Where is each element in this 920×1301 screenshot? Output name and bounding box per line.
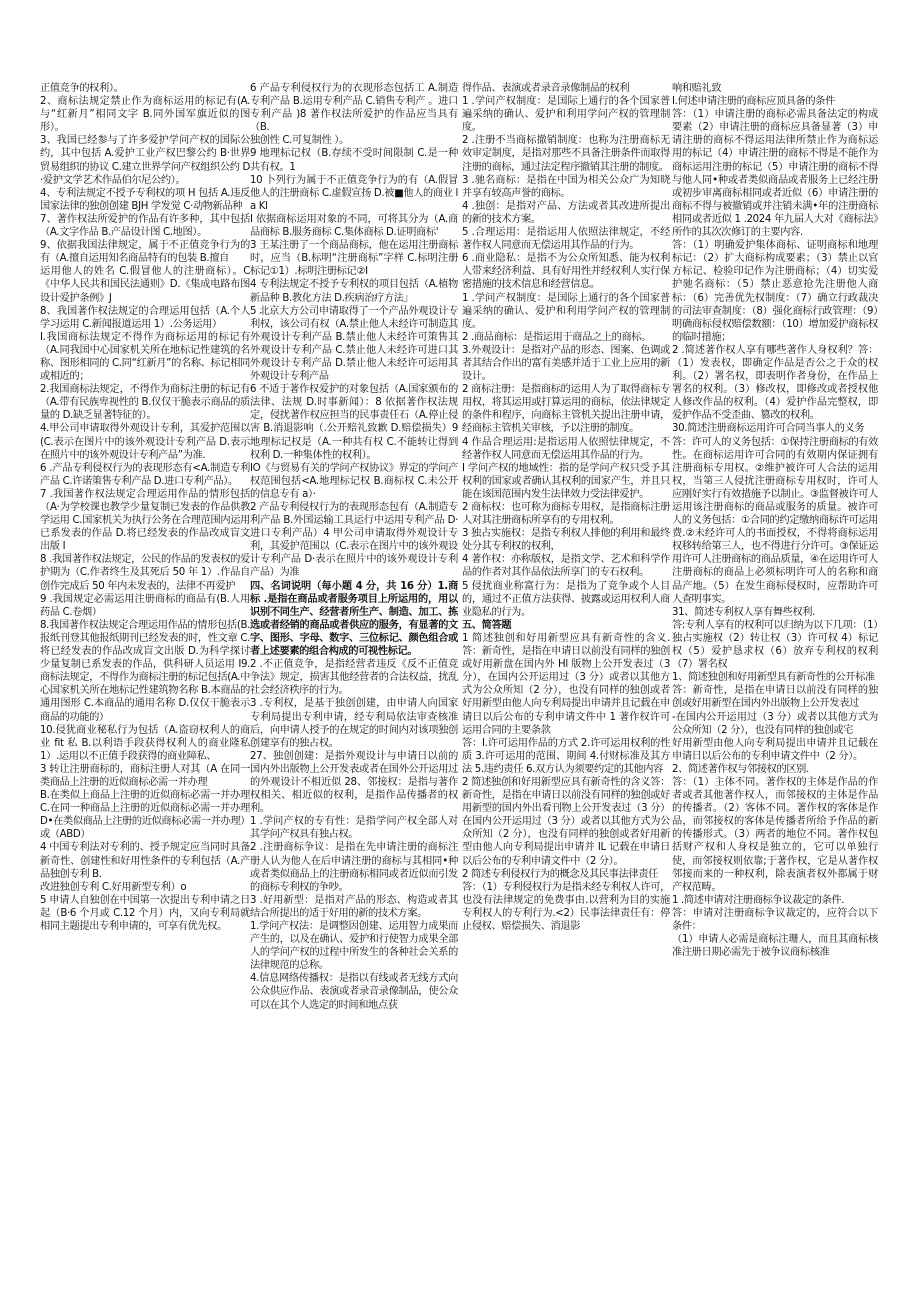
paragraph: 1.学问产权法：是调整因创建、运用智力成果而产生的，以及在确认、爱护和行使智力成果全部人的学问产权的过程中所发生的各种社会关系的法律规范的总称。 (250, 921, 458, 972)
paragraph: 答：（1）主体不同。著作权的主体是作品的作者或者其他著作权人，而邻接权的主体是作品的传播者。（2）客体不同。著作权的客体是作品，而邻接权的客体是传播者所给予作品的新的传播形式。（3）两者的地位不同。著作权包括财产权和人身权是独立的，它可以单独行使，而邻接权则依靠;于著作权，它是从著作权邻接而来的一种权利，除表演者权外都属于财产权范畴。 (672, 776, 878, 893)
paragraph: 9 .我国规定必需运用注册商标的商品有(B.人用药品 C.卷烟） (40, 593, 250, 618)
paragraph: 4、专利法规定不授予专利权的项 H 包括 A.违反国家法律的独创创建 BJH 学发觉 C·动物新品种 (40, 187, 250, 212)
paragraph: 2 .注册商标争议：是指在先申请注册的商标注册人认为他人在后申请注册的商标与其相同•种或者类似商品上的注册商标相同或者近似而引发的商标专利权的争吵。 (250, 842, 458, 893)
paragraph: 4 专利法规定不授予专利权的项目包括（A.植物新品种 B.教化方法 D.疾病治疗方法」 (250, 279, 458, 304)
paragraph: 1 .学问产权的专有性：是指学问产权全部人对其学问产权具有独占权。 (250, 816, 458, 841)
paragraph: 3 王某注册了一个商品商标，他在运用注册商标时，应当（B.标明“注册商标”字样 C.标明注册标记①1）.标明注册标记②I (250, 240, 458, 278)
paragraph: 8 .我国著作权法规定，公民的作品的发表权的爱护期为（C.作者终生及其死后 50 年 1）.作品自创作完成后 50 年内未发表的，法律不再爱护 (40, 554, 250, 592)
paragraph: 3 独占实施权：是指专利权人排他的利用和最终处分其专利权的权利， (462, 528, 670, 553)
paragraph: 响和赔礼致 (672, 83, 722, 94)
paragraph: -在国内公开运用过（3 分）或者以其他方式为公众所知（2 分），也没有同样的独创或宅 (672, 711, 878, 736)
paragraph: 答：（1）专利侵权行为是指未经专利权人许可，也没有法律规定的免费事由.以营利为目的实施专利权人的专利行为.<2）民事法律责任有：停止侵权、赔偿损失、消退影 (462, 881, 670, 932)
paragraph: 1 .简述申请对注册商标争议裁定的条件. (672, 894, 845, 906)
paragraph: 2 .商品商标：是指运用于商品之上的商标。 (462, 331, 651, 343)
column-3 (462, 82, 670, 1294)
paragraph: 6 产品专利侵权行为的衣现形态包括工 A.制造专利产品 B.运用专利产品 C.销售专利产 。进口专利产品 )8 著作权法所爱护的作品应当具有（B. (250, 83, 458, 134)
paragraph: 答：（1）明确爱护集体商标、证明商标和地理标记：（2）扩大商标构成要素；（3）禁止以官方标记、检验印记作为注册商标；（4）切实爱护驰名商标：（5）禁止恶意抢先注册他人商标：（6）完善优先权制度：（7）确立行政裁决的司法审查制度：（8）强化商标行政管理：（9）明确商标侵权赔偿数额：（10）增加爱护商标权的临时措施； (672, 240, 878, 343)
paragraph: 10.侵犹商业秘私行为包括（A.盗窃权利人的商业 fit 私 B.以利语手段获得权利人的商业隆私 1）.运用以不正值手段获得的商业障私、 (40, 724, 250, 762)
paragraph: 5 .合理运用：是指运用人依照法律规定，不经著作权人同意而无偿运用其作品的行为。 (462, 227, 670, 252)
paragraph: 答：新奇性，是指在申请日以前没有同样的独创或好用新型在国内外出版物上公开发表过 (672, 685, 878, 710)
paragraph: 1 简述独创和好用新型应具有新奇性的含义.答：新奇性，是指在申请日以前没有同样的独创或好用新盘在国内外 Hl 版物上公开发表过（3 分），在国内公开运用过（3 分）或者以其他方式为公众所知（2 分），也没有同样的独创或者好用新型由他人向专利局提出申请并且记载在申请日以后公布的专利申请文件中 1 著作权许可运用合同的主要条款 (462, 632, 670, 736)
paragraph: 五、简答题 (462, 619, 512, 631)
paragraph: 10 卜列行为属于不正值竞争行为的有（A.假冒他人的注册商标 C.虚假宣扬 D.被■他人的商业 la Kl (250, 174, 458, 212)
paragraph: 6 .产品专利侵权行为的表现形态有<A.制造专利产品 C.许诺策售专利产品 D.进口专利产品）。 (40, 462, 250, 487)
paragraph: 2 .不正值竞争，是指经营者违反《反不正值竞争法》规定，损害其他经营者的合法权益，扰乱社会经济秩序的行为。 (250, 659, 458, 697)
paragraph: 9 地理标记权（B.存续不受时间限制 C.是一种共有权。1 (250, 148, 458, 173)
paragraph: 30.简述注册商标运用许可合同当事人的义务 (672, 423, 865, 435)
paragraph: 四、名词说明（每小题 4 分，共 16 分）1.商标 .是指在商品或者服务项目上所运用的，用以识别不同生产、经营者所生产、制造、加工、拣选或者经销的商品或者供应的服务，有显著的文字、图形、字母、数字、三位标记、颜色组合或者上述要素的组合构成的可视性标记。 (250, 580, 458, 658)
paragraph: 4 作品合理运用:是指运用人依照怯律规定，不经著作权人同意而无偿运用其作品的行为。 (462, 436, 670, 461)
column-4 (672, 82, 878, 1294)
paragraph: 8、我国著作权法规定的合理运用包括（A.个人学习运用 C.新闻报道运用 1）.公务运用） (40, 305, 250, 330)
paragraph: 9、依据我国法律规定，属于不正值竞争行为的有（A.擅自运用知名商品特有的包装 B.擅自 (40, 240, 250, 265)
paragraph: 答：（1）申请注册的商标必需具备法定的构成要素（2）申请注册的商标应具备显著（3）申请注册的商标不得运用法律所禁止作为商标运用的标记（4）申请注册的商标不得是不能作为商标运用注册的标记（5）申请注册的商标不得与他人同•种或者类似商品或者服务上已经注册或初步审离商标相同或者近似（6）申请注册的商标不得与被撤销或并注销未满•年的注册商标相同或者近似 1 .2024 年九届人大对《商标法》所作的其次次修订的主要内容. (672, 109, 878, 239)
paragraph: 4.信息网络传播权：是指以有线或者无线方式向公众供应作品、表演或者录音录像制品，使公众可以在其个人选定的时间和地点获 (250, 973, 458, 1011)
column-2 (250, 82, 458, 1294)
paragraph: 2 .注册不当商标撤销制度：也称为注册商标无效审定制度，是指对那些不具备注册条件而取得注册的商标，通过法定程序撤销其注册的制度。 (462, 135, 670, 173)
paragraph: 4 .独创：是指对产品、方法或者其改进所提出的新的技术方案。 (462, 200, 670, 225)
paragraph: 答：I.许可运用作品的方式 2.许可运用权利的性质 3.许可运用的范围、期间 4.付财标准及其方法 5.违约责任 6.双方认为须要约定的其他内容 (462, 737, 670, 775)
paragraph: 3 转让注册商标的，商标注册人对其（A 在同一类商品上注册的近似商标必需一并办理 (40, 763, 250, 788)
paragraph: 独创性 C.可复制性 ）。 (250, 135, 349, 147)
paragraph: 4 中国专利法对专利的、授予规定应当同时具备新奇性、创建性和好用性条件的专利包括（A.产品独创专利 B. (40, 842, 250, 880)
paragraph: 27、独创创建：是指外观设计与申请日以前的国内外出版物上公开发表或者在国外公开运用过的外观设计不相近似 28、邻接权：是指与著作权相关、相近似的权利，是指作品传播者的权利。 (250, 750, 458, 815)
paragraph: 4 著作权：亦称版权，是指文学、艺术和科学作品的作者对其作品依法所享门的专石权利。 (462, 554, 670, 579)
paragraph: 2.我国商标法规定，不得作为商标注册的标记有（A.带有民族卑视性的 B.仅仅干脆表示商品的质量的 D.缺乏显著特征的）。 (40, 384, 250, 422)
paragraph: 好用新型由他人向专利局提出申请并且记载在申请日以后公布的专利申请文件中（2 分）。 (672, 737, 878, 762)
paragraph: 6 .商业隐私：是指不为公众所知悉、能为权利人带来经济利益、具有好用性并经权利人实行保密措施的技术信息和经营信息。 (462, 253, 670, 291)
paragraph: 1 .学问产权制度：是国际上通行的各个国家普遍采纳的确认、爱护和利用学问产权的管理制度。 (462, 292, 670, 330)
paragraph: 5 申请人自独创在中国第一次提出专利申请之日起（B·6 个月或 C.12 个月）内，又向专利局就相同主题提出专利申请的，可享有优先权。 (40, 894, 250, 932)
column-1 (40, 82, 250, 1294)
paragraph: 2、商标法规定禁止作为商标运用的标记有(A.与“红新月”相同文字 B.同外国军旗近似的图形）。 (40, 96, 250, 134)
paragraph: 2 简述独创和好用新型应具有新奇性的含义答：新奇性，是指在申请日以前没有同样的独创或好用新型的国内外出看刊物上公开发表过（3 分）在国内公开运用过（3 分）或者以其他方式为公众所知（2 分），也没有同样的独创或者好用新型由他人向专利局提出申请并 IL 记载在申请日以后公布的专利申请文件中（2 分）。 (462, 776, 670, 867)
paragraph: 3、我国已经参与了许多爱护学问产权的国际公约，其中包括 A.爱护工业产权巴黎公约 B·世界贸易组织的协议 C.建立世界学问产权组织公约 D·爱护文学艺术作品伯尔尼公约）。 (40, 135, 250, 186)
paragraph: 答：许可人的义务包括：①保持注册商标的有效性。在商标运用许可合同的有效期内保证拥有注册商标专用权。②维护被许可人合法的运用权，当第三人侵扰注册商标专用权时，许可人应刚好实行有效措施予以制止。③监督被许可人运用该注册商标的商品或服务的质量。被许可人的义务包括：①合同的约定缴纳商标许可运用费.②未经许可人的书面授权，不得将商标运用权移转给第三人，也不得进行分许可。③保证运用许可人注册商标的商品质量，④在运用许可人注册商标的商品上必须标明许可人的名称和商品产地。（5）在发生商标侵权时，应帮助许可人查明事实。 (672, 436, 878, 605)
paragraph: 2 产品专利侵权行为的表现形态包有（A.制造专利产品 B.外国运输工具运行中运用专利产品 D·进口专利产品）4 甲公司申请取得外观设计专利，其爱护范围以（C.表示在图片中的该外观设计专利产品 D·表示在照片中的该外观设计专利产品）为准 (250, 502, 458, 579)
paragraph: 6 不适于著作权爱护的对象包括（A.国家颁布的法律、法规 D.时事新闻）：8 依据著作权法规定，侵扰著作权应担当的民事责任石（A.停止侵害 B.消退影响（.公开赔礼致歉 D.赔偿损失）9 地理标记权是（A.一种共有权 C.不能转让得到权利 D.一种集体性的权利）。 (250, 384, 458, 461)
paragraph: 7 .我国著作权法规定合理运用作品的情形包括（A·为学校课也教学少量复制已发表的作品供教学运用 C.国家机关为执行公务在合理范围内运用已系发表的作品 D.将已经发表的作品改成盲文出版 I (40, 488, 250, 553)
paragraph: 4.甲公司申请取得外观设计专利，其爱护范围以(C.表示在图片中的该外观设计专利产品 D.表示在照片中的该外观设计专利产品”为准. (40, 423, 250, 461)
paragraph: 3 .好用新型：是指对产品的形态、构造或者其结合所提出的适于好用的新的技术方案。 (250, 894, 458, 919)
paragraph: 8.我国著作权法规定合理运用作品的情形包括(B.报纸刊登其他报纸期刊已经发表的时，性文章 C.将已经发表的作品改成盲文出版 D.为科学探讨少量复制已系发表的作品，供科研人员运用 I9.商标法规定，不得作为商标注册的标记包括(A.中心国家机关所在地标记性建筑物名称 B.本商品的通用图形 C.本商品的通用名称 D.仅仅干脆表示商品的功能的） (40, 619, 250, 723)
paragraph: 5 侵扰商业称富行为：是指为了竞争或个人目的，通过不正值方法获得、披露或运用权利人商业隐私的行为。 (462, 580, 670, 618)
paragraph: 正值竞争的权利）。 (40, 83, 124, 94)
paragraph: 答：申请对注册商标争议裁定的，应符合以下条件： (672, 907, 878, 932)
paragraph: IO《与贸易有关的学问产权协议》界定的学问产权范围包括<A.地理标记权 B.商标权 C.未公开的信息专有 a）· (250, 462, 458, 500)
paragraph: 7、著作权法所爱护的作品有许多种，其中包括（A.文字作品 B.产品设计图 C.地图）。 (40, 213, 250, 239)
paragraph: I.何述申请注册的商标应顶具备的条件 (672, 96, 835, 108)
paragraph: （1）申请人必需是商标注珊人，而且其商标核准注册日期必需先于被争议商标核准 (672, 934, 878, 959)
paragraph: 运用他人的姓名 C.假冒他人的注册商标）。C《中华人民共和国民法通则》D.《集成电路布图设计爱护条例》J (40, 266, 250, 304)
paragraph: 31、简述专利权人享有舞些权利. (672, 606, 816, 618)
paragraph: 3 .驰名商标：是指在中国为相关公众广为知晓并享有较高声誉的商标。 (462, 174, 670, 199)
paragraph: 得作品、表演或者录音录像制品的权利 (462, 83, 630, 94)
paragraph: I 学问产权的地域性：指的是学问产权只受予其权利的国家或者确认其权利的国家产生，并且只能在该国范围内发生法律效力受法律爱护。 (462, 462, 670, 500)
paragraph: 2 商标权：也可称为商标专用权，是指商标注册人对其注册商标所享有的专用权利。 (462, 502, 670, 527)
paragraph: 2 简述专利侵权行为的概念及其民事法律责任 (462, 868, 658, 880)
paragraph: 1 .学问产权制度：是国际上通行的各个国家普遍采纳的确认、爱护和利用学问产权的管理制度。 (462, 96, 670, 134)
paragraph: I 依据商标运用对象的不同，可将其分为（A.商品商标 B.服务商标 C.集体商标 D.证明商标' (250, 213, 458, 239)
paragraph: I.我国商标法规定不得作为商标运用的标记有（A.同我国中心国家机关所在地标记性建筑的名称、图形相同的 C.同“红新月”的名称、标记相同或相近的； (40, 331, 250, 383)
paragraph: 5 北京大方公司申请取得了一个产品外观设计专利权，该公司有权（A.禁止他人未经许可制造其外观设计专利产品 B.禁止他人未经许可策售其外观设计专利产品 C.禁止他人未经许可进口其外观设计专利产品 D.禁止他人未经许可运用其外观设计专利产品 (250, 305, 458, 383)
paragraph: 改进独创专利 C.好用新型专利）o (40, 881, 187, 893)
paragraph: 2 商标注册：是指商标的运用人为了取得商标专用权，将其运用或打算运用的商标，依法律规定的条件和程序，向商标主管机关提出注册申请，经商标主管机关审核，予以注册的制度。 (462, 384, 670, 435)
paragraph: B.在类似上商品上注册的近似商标必需一并办理 C.在同一种商品上注册的近似商标必需一并办理 D•在类似商品上注册的近似商标必需一并办理）或（ABD） (40, 790, 250, 841)
paragraph: 3.外观设计：是指对产品的形态、图案、色调或者其结合作出的富有美感并适于工业上应用的新设计。 (462, 344, 670, 383)
paragraph: 答:专利人享有的权利可以归纳为以下几项：（1）独占实施权（2）转让权（3）许可权 4）标记权（5）爱护恳求权（6）放弃专利权的权利（7）署名权 (672, 619, 878, 671)
paragraph: 3 .专利权，是基于独创创建，由申请人向国家专利局提出专利申请，经专利局依法审查核准后，向申请人授予的在规定的时间内对该项独创创建享有的独占权。 (250, 698, 458, 749)
paragraph: 1、简述独创和好用新型具有新奇性的公开标准 (672, 672, 875, 684)
paragraph: 2 .简述著作权人享有哪些著作人身权利？答：（1）发表权，即确定作品是否公之于众的权利。（2）署名权，即表明作者身份，在作品上署名的权利。（3）修改权，即修改或者授权他人修改作品的权利。（4）爱护作品完整权，即爱护作品不受歪曲、篡改的权利。 (672, 344, 878, 422)
paragraph: 2、简述著作权与邻接权的区别. (672, 763, 809, 775)
